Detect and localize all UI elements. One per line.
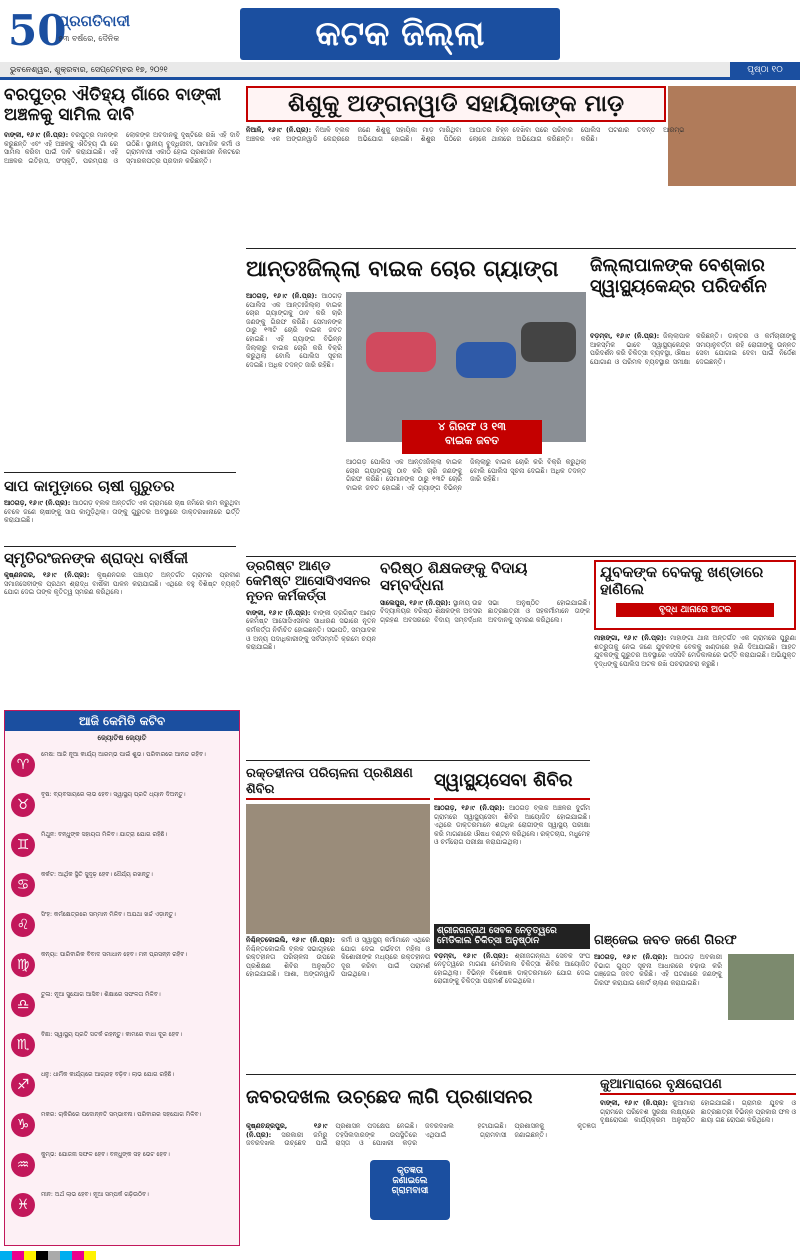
headline: ଗଞ୍ଜେଇ ଜବତ ଜଣେ ଗିରଫ — [594, 934, 737, 948]
color-swatch — [0, 1251, 12, 1260]
byline: ଆଠଗଡ଼, ୧୬।୯ (ନି.ପ୍ର): — [4, 499, 71, 508]
body-text: ଆଠଗଡ଼ ଅବକାରୀ ବିଭାଗ ଗୁପ୍ତ ସୂଚନା ଆଧାରରେ ଚଢ଼ାଉ କରି ଗଞ୍ଜେଇ ଜବତ କରିଛି। ଏହି ଘଟଣାରେ ଜଣଙ୍କୁ ଗିରଫ କରାଯାଇ କୋର୍ଟ ଚାଲାଣ କରାଯାଇଛି। — [594, 952, 722, 987]
rashi-row — [11, 1151, 240, 1179]
rashi-row — [11, 911, 240, 939]
rashi-list — [5, 751, 240, 1241]
byline: ବାଙ୍କୀ, ୧୬।୯ (ନି.ପ୍ର): — [246, 608, 311, 617]
headline: ଆନ୍ତଃଜିଲ୍ଲା ବାଇକ ଚୋର ଗ୍ୟାଙ୍ଗ — [246, 257, 559, 282]
rashi-text: ଧନୁ: ଧାର୍ମିକ କାର୍ଯ୍ୟରେ ଆଗ୍ରହ ବଢ଼ିବ। ଲାଭ ଯୋଗ ରହିଛି। — [41, 1071, 175, 1078]
rashifal-title: ଆଜି କେମିତି କଟିବ — [5, 711, 239, 731]
paper-subline: ୫୩ ବର୍ଷରେ, ଦୈନିକ — [58, 34, 120, 43]
bike-caption — [402, 420, 542, 454]
rashi-text: ସିଂହ: କର୍ମକ୍ଷେତ୍ରରେ ସମ୍ମାନ ମିଳିବ। ଅଯଥା ଖର୍ଚ୍ଚ ଏଡ଼ାନ୍ତୁ। — [41, 911, 176, 918]
photo-accused — [728, 954, 794, 1020]
article-body — [594, 953, 722, 987]
byline: ବାଙ୍କୀ, ୧୬।୯ (ନି.ପ୍ର): — [600, 1098, 669, 1107]
color-swatch — [12, 1251, 24, 1260]
headline: ରକ୍ତହୀନତା ପରିଚାଳନା ପ୍ରଶିକ୍ଷଣ ଶିବିର — [246, 766, 413, 797]
rashi-text: ବୃଷ: ବ୍ୟବସାୟରେ ଲାଭ ହେବ। ସ୍ୱାସ୍ଥ୍ୟ ପ୍ରତି ଧ୍ୟାନ ଦିଅନ୍ତୁ। — [41, 791, 186, 798]
headline: ଜିଲ୍ଲାପାଳଙ୍କ ବେଶ୍‌କାର ସ୍ୱାସ୍ଥ୍ୟକେନ୍ଦ୍ର ପରିଦର୍ଶନ — [590, 256, 767, 297]
encroach-inset — [370, 1160, 450, 1220]
article-body — [4, 499, 240, 525]
article-teacher — [380, 560, 590, 760]
body-text: ଶ୍ରୀଜଗନ୍ନାଥ ସେବକ ସଂଘ ନେତୃତ୍ୱରେ ମାଗଣା ମେଡିକାଲ ଚିକିତ୍ସା ଶିବିର ଆୟୋଜିତ ହୋଇଥିଲା। ବିଭିନ୍ନ ବିଶେଷଜ୍ଞ ଡାକ୍ତରମାନେ ଯୋଗ ଦେଇ ରୋଗୀଙ୍କୁ ଚିକିତ୍ସା ପରାମର୍ଶ ଦେଇଥିଲେ। — [434, 951, 590, 986]
encroach-headline-box — [246, 1078, 596, 1118]
divider — [246, 760, 590, 761]
article-tree — [600, 1078, 796, 1246]
bike-shape — [456, 342, 516, 378]
article-sapa — [4, 478, 240, 542]
health-camp-article-body — [434, 804, 590, 920]
article-body — [380, 599, 590, 625]
body-text: କୃଷ୍ଣନଗର ପଞ୍ଚାୟତ ଅନ୍ତର୍ଗତ ଗ୍ରାମର ପ୍ରବୀଣ ସମାଜସେବୀଙ୍କ ପ୍ରଥମ ଶ୍ରାଦ୍ଧ ବାର୍ଷିକୀ ପାଳନ କରାଯାଇଛି। ଏଥିରେ ବହୁ ବିଶିଷ୍ଟ ବ୍ୟକ୍ତି ଯୋଗ ଦେଇ ତାଙ୍କ କୃତିତ୍ୱ ସ୍ମରଣ କରିଥିଲେ। — [4, 571, 240, 597]
article-body — [246, 609, 376, 652]
rashi-row — [11, 991, 240, 1019]
zodiac-icon: ♒ — [11, 1153, 35, 1177]
rashi-text: ମେଷ: ଆଜି ନୂଆ କାର୍ଯ୍ୟ ଆରମ୍ଭ ପାଇଁ ଶୁଭ। ପରିବାରରେ ଆନନ୍ଦ ରହିବ। — [41, 751, 206, 758]
headline: ଜବରଦଖଲ ଉଚ୍ଛେଦ ଲାଗି ପ୍ରଶାସନର — [246, 1086, 533, 1108]
masthead — [0, 0, 800, 80]
rashi-row — [11, 1031, 240, 1059]
zodiac-icon: ♏ — [11, 1033, 35, 1057]
article-body — [600, 1099, 796, 1125]
rashi-text: ମୀନ: ଅର୍ଥ ଲାଭ ହେବ। ନୂଆ ସମ୍ପର୍କ ଗଢ଼ିଉଠିବ। — [41, 1191, 149, 1198]
paper-name: ପ୍ରଗତିବାଦୀ — [58, 12, 131, 30]
shishu-headline-box — [246, 86, 666, 122]
body-text: ଆଠଗଡ଼ ବ୍ଲକ ଅନ୍ତର୍ଗତ ଏକ ଗ୍ରାମରେ ଚାଷ ଜମିରେ କାମ କରୁଥିବା ବେଳେ ଜଣେ ଚାଷୀଙ୍କୁ ସାପ କାମୁଡ଼ିଥିଲା। ତାଙ୍କୁ ଗୁରୁତର ଅବସ୍ଥାରେ ଡାକ୍ତରଖାନାରେ ଭର୍ତ୍ତି କରାଯାଇଛି। — [4, 499, 240, 525]
divider — [246, 248, 796, 249]
rashifal-box — [4, 710, 240, 1246]
body-text: ଜିଲ୍ଲାପାଳ ଆକସ୍ମିକ ଭାବେ ସ୍ୱାସ୍ଥ୍ୟକେନ୍ଦ୍ର ପରିଦର୍ଶନ କରି ଚିକିତ୍ସା ବ୍ୟବସ୍ଥା, ଔଷଧ ଯୋଗାଣ ଓ ପରିମଳ ବ୍ୟବସ୍ଥାର ସମୀକ୍ଷା କରିଛନ୍ତି। ଡାକ୍ତର ଓ କର୍ମଚାରୀଙ୍କୁ ସମୟାନୁବର୍ତ୍ତୀ ରହି ରୋଗୀଙ୍କୁ ଉନ୍ନତ ସେବା ଯୋଗାଇ ଦେବା ପାଇଁ ନିର୍ଦ୍ଦେଶ ଦେଇଛନ୍ତି। — [590, 332, 796, 366]
collector-article-body — [590, 332, 796, 552]
youth-article-body — [594, 634, 796, 930]
body-text: ନିଆଳି ବ୍ଲକ ଅଞ୍ଚଳର ଏକ ଅଙ୍ଗନୱାଡି କେନ୍ଦ୍ରରେ ଜଣେ ଶିଶୁକୁ ସହାୟିକା ମାଡ଼ ମାରିଥିବା ଅଭିଯୋଗ ହୋଇଛି। ଶିଶୁର ପିଠିରେ ଆଘାତର ଚିହ୍ନ ଦେଖିବା ପରେ ପରିବାର ଲୋକେ ଥାନାରେ ଅଭିଯୋଗ କରିଛନ୍ତି। ପୋଲିସ ଘଟଣାର ତଦନ୍ତ ଆରମ୍ଭ କରିଛି। — [246, 126, 685, 143]
headline: ଯୁବକଙ୍କ ବେକକୁ ଖଣ୍ଡାରେ ହାଣିଲେ — [600, 563, 764, 599]
anaemia-headline-box — [246, 766, 430, 800]
divider — [4, 472, 236, 473]
youth-headline-box — [594, 560, 796, 630]
headline: ଶିଶୁକୁ ଅଙ୍ଗନୱାଡି ସହାୟିକାଙ୍କ ମାଡ଼ — [288, 91, 624, 117]
article-body — [4, 571, 240, 597]
byline: ସାଲେପୁର, ୧୬।୯ (ନି.ପ୍ର): — [380, 598, 451, 607]
body-text: ବରପୁତ୍ର ମାନଙ୍କ କରୁଛନ୍ତି ଏବଂ ଏହି ଅଞ୍ଚଳକୁ ଐତିହ୍ୟ ଗାଁ ରେ ସାମିଲ କରିବା ପାଇଁ ଦାବି କରାଯାଇଛି। ଏହି ଅଞ୍ଚଳର ଇତିହାସ, ସଂସ୍କୃତି, ପରମ୍ପରା ଓ ଲୋକଙ୍କ ଅବଦାନକୁ ଦୃଷ୍ଟିରେ ରଖି ଏହି ଦାବି ଉଠିଛି। ସ୍ଥାନୀୟ ବୁଦ୍ଧିଜୀବୀ, ସାମାଜିକ କର୍ମୀ ଓ ଗ୍ରାମବାସୀ ଏକାଠି ହୋଇ ପ୍ରଶାସନ ନିକଟରେ ସ୍ମାରକପତ୍ର ପ୍ରଦାନ କରିଛନ୍ତି। — [4, 131, 240, 165]
rashi-row — [11, 1071, 240, 1099]
page-number: ପୃଷ୍ଠା ୧୦ — [730, 62, 800, 78]
article-smruti — [4, 550, 240, 674]
anniversary-number: 50 — [8, 6, 67, 55]
headline: କୁଆମାରାରେ ବୃକ୍ଷରୋପଣ — [600, 1078, 796, 1095]
rashi-text: ମିଥୁନ: ବନ୍ଧୁଙ୍କ ସହାୟତା ମିଳିବ। ଯାତ୍ରା ଯୋଗ ରହିଛି। — [41, 831, 168, 838]
zodiac-icon: ♋ — [11, 873, 35, 897]
headline: ବରିଷ୍ଠ ଶିକ୍ଷକଙ୍କୁ ବିଦାୟ ସମ୍ବର୍ଦ୍ଧନା — [380, 560, 528, 595]
photo-training-camp — [246, 804, 430, 934]
rashi-text: କନ୍ୟା: ପାରିବାରିକ ବିବାଦ ସମାଧାନ ହେବ। ମନ ପ୍ରସନ୍ନ ରହିବ। — [41, 951, 188, 958]
headline: ଡ୍ରଗିଷ୍ଟ ଆଣ୍ଡ କେମିଷ୍ଟ ଆସୋସିଏସନର ନୂତନ କର୍ମକର୍ତ୍ତା — [246, 560, 371, 604]
article-body — [4, 131, 240, 461]
article-ganja — [594, 934, 796, 1070]
color-swatch — [84, 1251, 96, 1260]
print-color-bar — [0, 1248, 800, 1260]
divider — [246, 556, 796, 557]
section-title: କଟକ ଜିଲ୍ଲା — [240, 8, 560, 60]
article-barapatra — [4, 86, 240, 466]
article-druggist — [246, 560, 376, 760]
body-text: ଆଠଗଡ଼ ପୋଲିସ ଏକ ଆନ୍ତଃଜିଲ୍ଲା ବାଇକ ଚୋର ଗ୍ୟାଙ୍ଗକୁ ଠାବ କରି ଚାରି ଜଣଙ୍କୁ ଗିରଫ କରିଛି। ସେମାନଙ୍କ ଠାରୁ ୧୩ଟି ଚୋରି ବାଇକ ଜବତ ହୋଇଛି। ଏହି ଗ୍ୟାଙ୍ଗ ବିଭିନ୍ନ ଜିଲ୍ଲାରୁ ବାଇକ ଚୋରି କରି ବିକ୍ରି କରୁଥିଲା ବୋଲି ପୋଲିସ ସୂଚନା ଦେଇଛି। ଅଧିକ ତଦନ୍ତ ଜାରି ରହିଛି। — [246, 292, 342, 369]
zodiac-icon: ♉ — [11, 793, 35, 817]
rashi-text: କୁମ୍ଭ: ଯୋଜନା ସଫଳ ହେବ। ବନ୍ଧୁଙ୍କ ସହ ଭେଟ ହେବ। — [41, 1151, 170, 1158]
divider — [246, 1074, 796, 1075]
collector-headline-box — [590, 256, 796, 328]
anaemia-article-body — [246, 936, 430, 1032]
byline: ନିଶ୍ଚିନ୍ତକୋଇଲି, ୧୬।୯ (ନି.ପ୍ର): — [246, 936, 335, 944]
headline: ବରପୁତ୍ର ଐତିହ୍ୟ ଗାଁରେ ବାଙ୍କୀ ଅଞ୍ଚଳକୁ ସାମିଲ ଦାବି — [4, 86, 222, 125]
body-text: ବାଙ୍କୀ ଡ୍ରଗିଷ୍ଟ ଆଣ୍ଡ କେମିଷ୍ଟ ଆସୋସିଏସନର ସାଧାରଣ ସଭାରେ ନୂତନ କର୍ମକର୍ତ୍ତା ନିର୍ବାଚିତ ହୋଇଛନ୍ତି। ସଭାପତି, ସମ୍ପାଦକ ଓ ଅନ୍ୟ ପଦାଧିକାରୀଙ୍କୁ ସର୍ବସମ୍ମତି କ୍ରମେ ଚୟନ କରାଯାଇଛି। — [246, 608, 376, 652]
byline: କୃଷ୍ଣନଗର, ୧୬।୯ (ନି.ପ୍ର): — [4, 571, 90, 580]
body-text: ଆଠଗଡ଼ ପୋଲିସ ଏକ ଆନ୍ତଃଜିଲ୍ଲା ବାଇକ ଚୋର ଗ୍ୟାଙ୍ଗକୁ ଠାବ କରି ଚାରି ଜଣଙ୍କୁ ଗିରଫ କରିଛି। ସେମାନଙ୍କ ଠାରୁ ୧୩ଟି ଚୋରି ବାଇକ ଜବତ ହୋଇଛି। ଏହି ଗ୍ୟାଙ୍ଗ ବିଭିନ୍ନ ଜିଲ୍ଲାରୁ ବାଇକ ଚୋରି କରି ବିକ୍ରି କରୁଥିଲା ବୋଲି ପୋଲିସ ସୂଚନା ଦେଇଛି। ଅଧିକ ତଦନ୍ତ ଜାରି ରହିଛି। — [346, 458, 586, 492]
body-text: ସରକାରୀ ଜମିରୁ ଜବରଦଖଲ ଉଚ୍ଛେଦ ପାଇଁ ପ୍ରଶାସନ ପଦକ୍ଷେପ ନେଇଛି। ତହସିଲଦାରଙ୍କ ଉପସ୍ଥିତିରେ ରାସ୍ତା ଓ ପୋଖରୀ କଡ଼ର ଜବରଦଖଲ ହଟାଯାଇଛି। ଏଥିପାଇଁ ଗ୍ରାମବାସୀ ପ୍ରଶାସନକୁ କୃତଜ୍ଞତା ଜଣାଇଛନ୍ତି। — [246, 1122, 596, 1148]
bike-article-body-right — [346, 458, 586, 552]
bike-headline-box — [246, 252, 586, 288]
subhead: ବୃଦ୍ଧ ଥାନାରେ ଅଟକ — [616, 603, 774, 617]
color-swatch — [36, 1251, 48, 1260]
byline: ବଡ଼ମ୍ବା, ୧୬।୯ (ନି.ପ୍ର): — [590, 332, 660, 340]
zodiac-icon: ♍ — [11, 953, 35, 977]
rashi-text: ମକର: ଚାକିରିରେ ପଦୋନ୍ନତି ସମ୍ଭାବନା। ପରିବାରର ସହଯୋଗ ମିଳିବ। — [41, 1111, 202, 1118]
rashifal-author: ଜ୍ୟୋତିଷ ଜ୍ୟୋତି — [97, 734, 147, 742]
caption-line: ୪ ଗିରଫ ଓ ୧୩ — [438, 420, 506, 433]
bike-shape — [366, 332, 436, 372]
body-text: ମାହାଙ୍ଗା ଥାନା ଅନ୍ତର୍ଗତ ଏକ ଗ୍ରାମରେ ପୁରୁଣା ଶତ୍ରୁତାକୁ ନେଇ ଜଣେ ଯୁବକଙ୍କ ବେକକୁ ଖଣ୍ଡାରେ ହାଣି ଦିଆଯାଇଛି। ଆହତ ଯୁବକଙ୍କୁ ଗୁରୁତର ଅବସ୍ଥାରେ ଏସସିବି ମେଡିକାଲରେ ଭର୍ତ୍ତି କରାଯାଇଛି। ଅଭିଯୁକ୍ତ ବୃଦ୍ଧଙ୍କୁ ପୋଲିସ ଅଟକ ରଖି ପଚରାଉଚରା କରୁଛି। — [594, 634, 796, 668]
rashi-text: କର୍କଟ: ଆର୍ଥିକ ସ୍ଥିତି ସୁଦୃଢ଼ ହେବ। ଧୈର୍ଯ୍ୟ ରଖନ୍ତୁ। — [41, 871, 153, 878]
byline: ଆଠଗଡ଼, ୧୬।୯ (ନି.ପ୍ର): — [434, 804, 505, 812]
zodiac-icon: ♈ — [11, 753, 35, 777]
inset-line: କୃତଜ୍ଞତା — [397, 1166, 423, 1176]
zodiac-icon: ♓ — [11, 1193, 35, 1217]
rashi-row — [11, 871, 240, 899]
rashi-row — [11, 951, 240, 979]
headline: ସ୍ମୃତିରଂଜନଙ୍କ ଶ୍ରାଦ୍ଧ ବାର୍ଷିକୀ — [4, 550, 189, 567]
color-swatch — [72, 1251, 84, 1260]
bike-shape — [521, 322, 576, 362]
article-jagannath — [434, 924, 590, 1032]
rashi-row — [11, 751, 240, 779]
bike-article-body-left — [246, 292, 342, 492]
zodiac-icon: ♐ — [11, 1073, 35, 1097]
caption-line: ବାଇକ ଜବତ — [444, 434, 500, 447]
body-text: କୁଆମାରା ଗ୍ରାମରେ ପରିବେଶ ସୁରକ୍ଷା ଲକ୍ଷ୍ୟରେ ବୃକ୍ଷରୋପଣ କାର୍ଯ୍ୟକ୍ରମ ଅନୁଷ୍ଠିତ ହୋଇଯାଇଛି। ଗ୍ରାମର ଯୁବକ ଓ ଛାତ୍ରଛାତ୍ରୀ ବିଭିନ୍ନ ପ୍ରକାର ଫଳ ଓ ଛାୟା ଗଛ ରୋପଣ କରିଥିଲେ। — [600, 1098, 796, 1125]
rashi-row — [11, 1111, 240, 1139]
body-text: ନିଶ୍ଚିନ୍ତକୋଇଲି ବ୍ଲକ ସଭାଗୃହରେ ରକ୍ତହୀନତା ପରିଚାଳନା ଉପରେ ପ୍ରଶିକ୍ଷଣ ଶିବିର ଅନୁଷ୍ଠିତ ହୋଇଯାଇଛି। ଆଶା, ଅଙ୍ଗନୱାଡି କର୍ମୀ ଓ ସ୍ୱାସ୍ଥ୍ୟ କର୍ମୀମାନେ ଏଥିରେ ଯୋଗ ଦେଇ ଗର୍ଭବତୀ ମହିଳା ଓ କିଶୋରୀଙ୍କ ମଧ୍ୟରେ ରକ୍ତହୀନତା ଦୂର କରିବା ପାଇଁ ପରାମର୍ଶ ପାଇଥିଲେ। — [246, 936, 430, 979]
color-swatch — [48, 1251, 60, 1260]
byline: ବଡ଼ମ୍ବା, ୧୬।୯ (ନି.ପ୍ର): — [434, 951, 509, 960]
zodiac-icon: ♑ — [11, 1113, 35, 1137]
color-swatch — [60, 1251, 72, 1260]
zodiac-icon: ♊ — [11, 833, 35, 857]
byline: ନିଆଳି, ୧୬।୯ (ନି.ପ୍ର): — [246, 126, 312, 134]
inset-line: ଗ୍ରାମବାସୀ — [391, 1186, 429, 1196]
byline: ଆଠଗଡ଼, ୧୬।୯ (ନି.ପ୍ର): — [246, 292, 318, 300]
shishu-article-body — [246, 126, 796, 244]
dateline: ଭୁବନେଶ୍ୱର, ଶୁକ୍ରବାର, ସେପ୍ଟେମ୍ବର ୧୭, ୨୦୨୧ — [0, 62, 800, 78]
divider — [4, 546, 236, 547]
headline: ସାପ କାମୁଡ଼ାରେ ଚାଷୀ ଗୁରୁତର — [4, 478, 175, 495]
rashi-text: ତୁଳା: ନୂଆ ସୁଯୋଗ ଆସିବ। ଶିକ୍ଷାରେ ସଫଳତା ମିଳିବ। — [41, 991, 161, 998]
rashi-text: ବିଛା: ସ୍ୱାସ୍ଥ୍ୟ ପ୍ରତି ସତର୍କ ରହନ୍ତୁ। କାମରେ ବାଧା ଦୂର ହେବ। — [41, 1031, 182, 1038]
inset-line: ଜଣାଇଲେ — [392, 1176, 428, 1186]
rashi-row — [11, 831, 240, 859]
byline: ଆଠଗଡ଼, ୧୬।୯ (ନି.ପ୍ର): — [594, 952, 668, 961]
zodiac-icon: ♎ — [11, 993, 35, 1017]
headline: ଶ୍ରୀଜଗନ୍ନାଥ ସେବକ ନେତୃତ୍ୱରେ ମେଡିକାଲ ଚିକିତ୍ସା ଅନୁଷ୍ଠାନ — [434, 924, 590, 949]
anniversary-years-label — [30, 42, 53, 56]
byline: ମାହାଙ୍ଗା, ୧୬।୯ (ନି.ପ୍ର): — [594, 634, 667, 642]
health-camp-headline-box — [434, 766, 590, 800]
rashi-row — [11, 1191, 240, 1219]
byline: ବାଙ୍କୀ, ୧୬।୯ (ନି.ପ୍ର): — [4, 131, 69, 140]
body-text: ସ୍ଥାନୀୟ ଉଚ୍ଚ ବିଦ୍ୟାଳୟର ବରିଷ୍ଠ ଶିକ୍ଷକଙ୍କ ଅବସର ଗ୍ରହଣ ଅବସରରେ ବିଦାୟ ସମ୍ବର୍ଦ୍ଧନା ସଭା ଅନୁଷ୍ଠିତ ହୋଇଯାଇଛି। ଛାତ୍ରଛାତ୍ରୀ ଓ ସହକର୍ମୀମାନେ ତାଙ୍କ ଅବଦାନକୁ ସ୍ମରଣ କରିଥିଲେ। — [380, 598, 590, 624]
headline: ସ୍ୱାସ୍ଥ୍ୟସେବା ଶିବିର — [434, 770, 573, 791]
color-swatch — [24, 1251, 36, 1260]
article-body — [434, 952, 590, 986]
rashi-row — [11, 791, 240, 819]
body-text: ଆଠଗଡ଼ ବ୍ଲକ ଅଞ୍ଚଳର ଦୁର୍ଗମ ଗ୍ରାମରେ ସ୍ୱାସ୍ଥ୍ୟସେବା ଶିବିର ଆୟୋଜିତ ହୋଇଯାଇଛି। ଏଥିରେ ଡାକ୍ତରମାନେ ଶତାଧିକ ରୋଗୀଙ୍କ ସ୍ୱାସ୍ଥ୍ୟ ପରୀକ୍ଷା କରି ମାଗଣାରେ ଔଷଧ ବଣ୍ଟନ କରିଥିଲେ। ରକ୍ତଚାପ, ମଧୁମେହ ଓ ଚର୍ମରୋଗ ପରୀକ୍ଷା କରାଯାଇଥିଲା। — [434, 804, 590, 847]
byline: କୃଷ୍ଣଚନ୍ଦ୍ରପୁର, ୧୬।୯ (ନି.ପ୍ର): — [246, 1122, 328, 1139]
zodiac-icon: ♌ — [11, 913, 35, 937]
